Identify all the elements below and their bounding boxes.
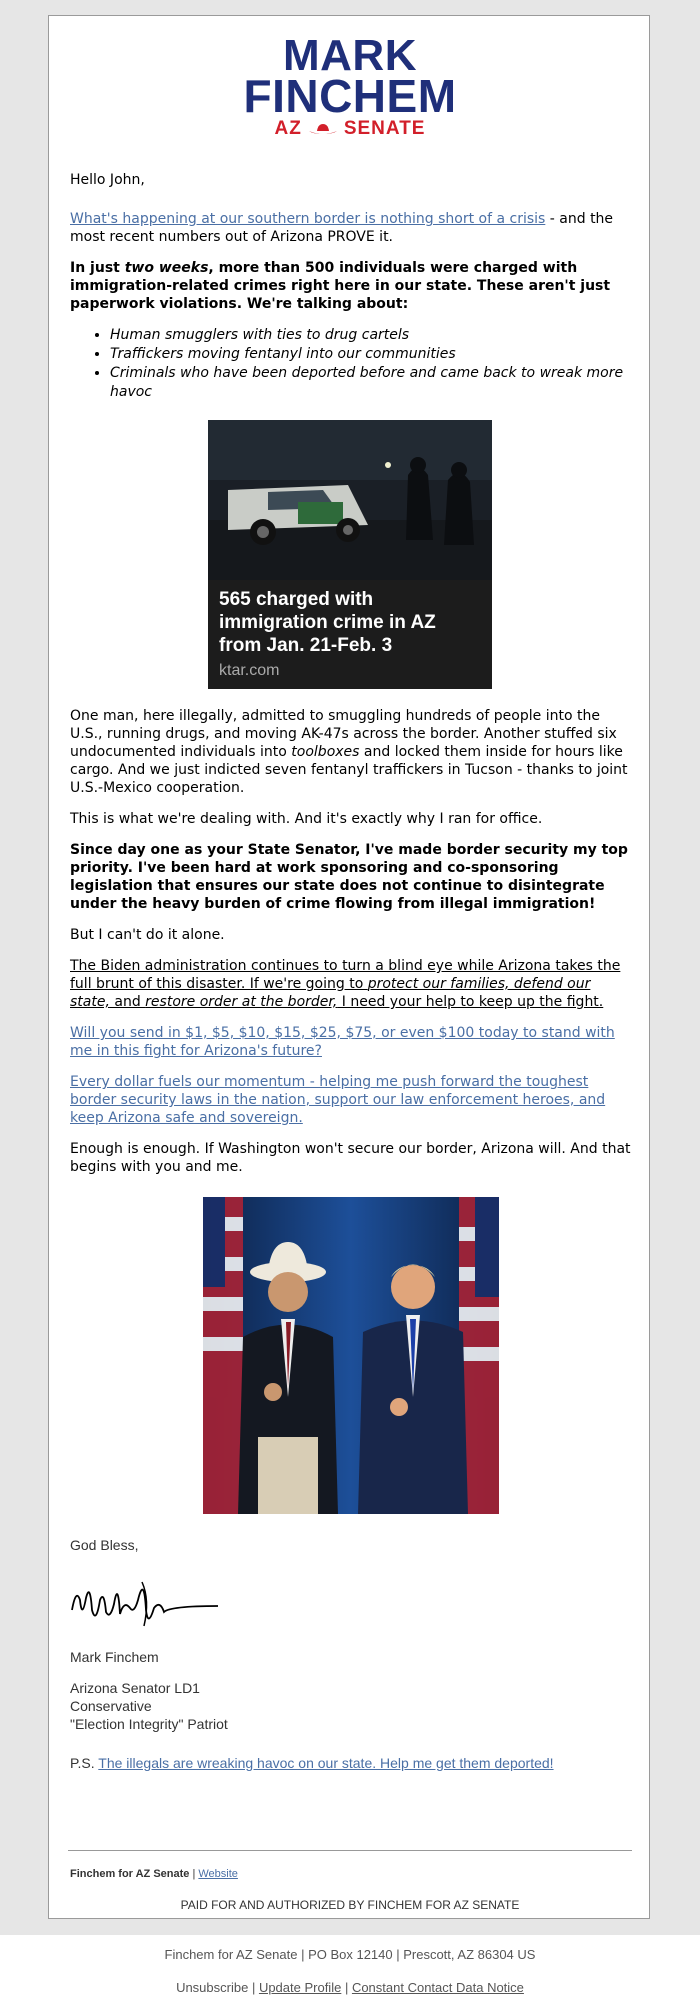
update-profile-link[interactable]: Update Profile [258,1980,342,1995]
p7-emphasis-1: protect our families, defend our state, [70,976,591,1010]
subscription-links [0,1980,700,1995]
paragraph-enough: Enough is enough. If Washington won't secure our border, Arizona will. And that begins with you and me. [70,1141,631,1175]
footer-divider [68,1850,632,1851]
data-notice-link[interactable]: Constant Contact Data Notice [351,1980,524,1995]
email-card [48,15,650,1919]
logo-mark-text: MARK [283,31,417,80]
greeting: Hello John, [70,172,145,188]
signature-block [70,1536,632,1772]
p2-text-b: , more than 500 individuals were charged with immigration-related crimes right here in our state. These aren't just paperwork violations. We're talking about: [70,260,611,312]
logo-az-senate [49,118,651,140]
p2-emphasis: two weeks [124,260,209,276]
paragraph-dealing: This is what we're dealing with. And it's exactly why I ran for office. [70,811,543,827]
mailing-address: Finchem for AZ Senate | PO Box 12140 | Prescott, AZ 86304 US [164,1947,536,1962]
handwritten-signature [70,1570,220,1632]
link-separator: | [248,1980,259,1995]
link-separator: | [341,1980,352,1995]
paid-for-disclaimer: PAID FOR AND AUTHORIZED BY FINCHEM FOR AZ SENATE [180,1898,520,1912]
photo-illustration [203,1197,499,1514]
every-dollar-link[interactable]: Every dollar fuels our momentum - helping me push forward the toughest border security laws in the nation, support our law enforcement heroes, and keep Arizona safe and sovereign. [70,1074,606,1126]
news-source: ktar.com [219,662,280,679]
donate-link[interactable]: Will you send in $1, $5, $10, $15, $25, $75, or even $100 today to stand with me in this fight for Arizona's future? [70,1025,615,1059]
list-item: • Human smugglers with ties to drug cartels [110,326,632,345]
p3-emphasis: toolboxes [291,744,360,760]
p3-text-b: and locked them inside for hours like cargo. And we just indicted seven fentanyl traffickers in Tucson - thanks to joint U.S.-Mexico cooperation. [70,744,628,796]
finchem-trump-photo [203,1197,499,1514]
list-item: • Traffickers moving fentanyl into our communities [110,345,632,364]
crisis-link[interactable]: What's happening at our southern border is nothing short of a crisis [70,211,546,227]
paragraph-priority: Since day one as your State Senator, I've made border security my top priority. I've been hard at work sponsoring and co-sponsoring legislation that ensures our state does not continue to disintegrate under the heavy burden of crime flowing from illegal immigration! [70,842,628,912]
title-line: "Election Integrity" Patriot [70,1716,228,1732]
paragraph-biden [70,957,632,1011]
footer-org [70,1868,238,1880]
email-body [70,171,632,1772]
footer-separator: | [189,1868,199,1880]
email-footer-bar [0,1935,700,2005]
p7-text-c: I need your help to keep up the fight. [337,994,604,1010]
postscript [70,1754,632,1772]
paragraph-crisis-text: - and the most recent numbers out of Arizona PROVE it. [70,211,614,245]
website-link[interactable]: Website [198,1868,238,1880]
footer-org-name: Finchem for AZ Senate [70,1868,190,1880]
list-item: • Criminals who have been deported before and came back to wreak more havoc [110,364,632,402]
paragraph-every-dollar [70,1073,632,1127]
paragraph-crisis [70,210,632,246]
paragraph-alone: But I can't do it alone. [70,927,225,943]
p3-text-a: One man, here illegally, admitted to smuggling hundreds of people into the U.S., running drugs, and moving AK-47s across the border. Another stuffed six undocumented individuals into [70,708,617,760]
news-headline: 565 charged with immigration crime in AZ from Jan. 21-Feb. 3 [219,589,436,656]
postscript-label: P.S. [70,1755,99,1771]
border-patrol-photo [208,420,492,580]
signoff: God Bless, [70,1537,139,1553]
p7-text-b: and [109,994,146,1010]
unsubscribe-link[interactable]: Unsubscribe [176,1980,249,1995]
news-card-image[interactable] [208,420,492,689]
paragraph-donate-ask [70,1024,632,1060]
paragraph-smuggling [70,707,632,797]
logo-az-text: AZ [274,118,302,139]
logo-finchem-text: FINCHEM [243,70,457,122]
p2-text-a: In just [70,260,125,276]
campaign-logo [49,31,651,140]
paragraph-two-weeks [70,259,632,313]
crime-list [70,326,632,402]
p7-text-a: The Biden administration continues to turn a blind eye while Arizona takes the full brunt of this disaster. If we're going to [70,958,621,992]
postscript-link[interactable]: The illegals are wreaking havoc on our state. Help me get them deported! [98,1755,554,1771]
title-line: Arizona Senator LD1 [70,1680,200,1696]
signature-name: Mark Finchem [70,1649,159,1665]
logo-senate-text: SENATE [343,118,426,139]
cowboy-hat-icon [308,122,338,136]
p7-emphasis-2: restore order at the border, [145,994,338,1010]
title-line: Conservative [70,1698,152,1714]
